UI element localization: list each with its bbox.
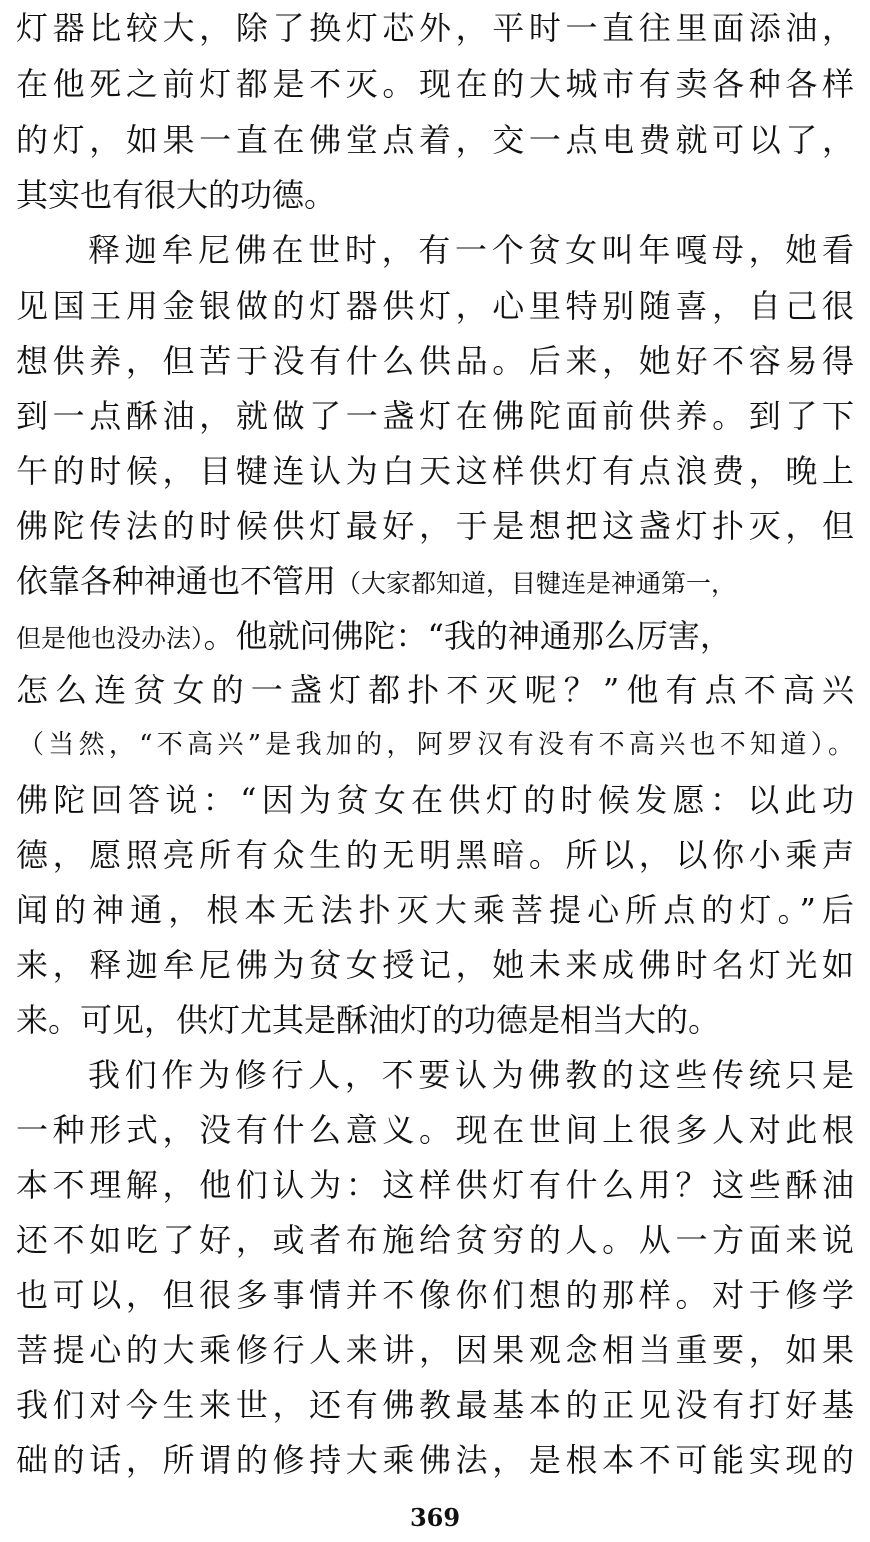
text-line: 到一点酥油，就做了一盏灯在佛陀面前供养。到了下 — [16, 397, 854, 435]
inline-note: （大家都知道，目犍连是神通第一， — [336, 569, 737, 598]
text-line: 来，释迦牟尼佛为贫女授记，她未来成佛时名灯光如 — [16, 946, 854, 984]
text-line: 一种形式，没有什么意义。现在世间上很多人对此根 — [16, 1111, 854, 1149]
text-line: 闻的神通，根本无法扑灭大乘菩提心所点的灯。”后 — [16, 891, 854, 929]
text-line: 见国王用金银做的灯器供灯，心里特别随喜，自己很 — [16, 287, 854, 325]
text-line: 的灯，如果一直在佛堂点着，交一点电费就可以了， — [16, 121, 854, 159]
inline-note: 但是他也没办法） — [16, 624, 204, 653]
text-line: 在他死之前灯都是不灭。现在的大城市有卖各种各样 — [16, 65, 854, 103]
text-line: 菩提心的大乘修行人来讲，因果观念相当重要，如果 — [16, 1331, 854, 1369]
main-text: 。他就问佛陀：“我的神通那么厉害， — [203, 617, 732, 655]
text-line: 我们对今生来世，还有佛教最基本的正见没有打好基 — [16, 1386, 854, 1424]
text-line: 德，愿照亮所有众生的无明黑暗。所以，以你小乘声 — [16, 836, 854, 874]
author-note-line: （当然，“不高兴”是我加的，阿罗汉有没有不高兴也不知道）。 — [18, 730, 854, 760]
text-line: 佛陀回答说：“因为贫女在供灯的时候发愿：以此功 — [16, 781, 854, 819]
text-line: 佛陀传法的时候供灯最好，于是想把这盏灯扑灭，但 — [16, 507, 854, 545]
text-line-mixed — [16, 612, 854, 660]
main-text: 依靠各种神通也不管用 — [16, 562, 337, 600]
paragraph-first-line: 我们作为修行人，不要认为佛教的这些传统只是 — [88, 1056, 854, 1094]
text-line: 想供养，但苦于没有什么供品。后来，她好不容易得 — [16, 342, 854, 380]
text-line: 午的时候，目犍连认为白天这样供灯有点浪费，晚上 — [16, 452, 854, 490]
text-line: 灯器比较大，除了换灯芯外，平时一直往里面添油， — [16, 9, 854, 47]
paragraph-first-line: 释迦牟尼佛在世时，有一个贫女叫年嘎母，她看 — [88, 231, 854, 269]
text-line: 来。可见，供灯尤其是酥油灯的功德是相当大的。 — [16, 1001, 721, 1039]
text-line: 其实也有很大的功德。 — [16, 176, 337, 214]
text-line: 怎么连贫女的一盏灯都扑不灭呢？”他有点不高兴 — [16, 671, 854, 709]
text-line: 也可以，但很多事情并不像你们想的那样。对于修学 — [16, 1276, 854, 1314]
page-number: 369 — [409, 1503, 461, 1532]
text-line: 还不如吃了好，或者布施给贫穷的人。从一方面来说 — [16, 1221, 854, 1259]
text-line: 础的话，所谓的修持大乘佛法，是根本不可能实现的 — [16, 1441, 854, 1479]
text-line-mixed — [16, 557, 854, 605]
text-line: 本不理解，他们认为：这样供灯有什么用？这些酥油 — [16, 1166, 854, 1204]
